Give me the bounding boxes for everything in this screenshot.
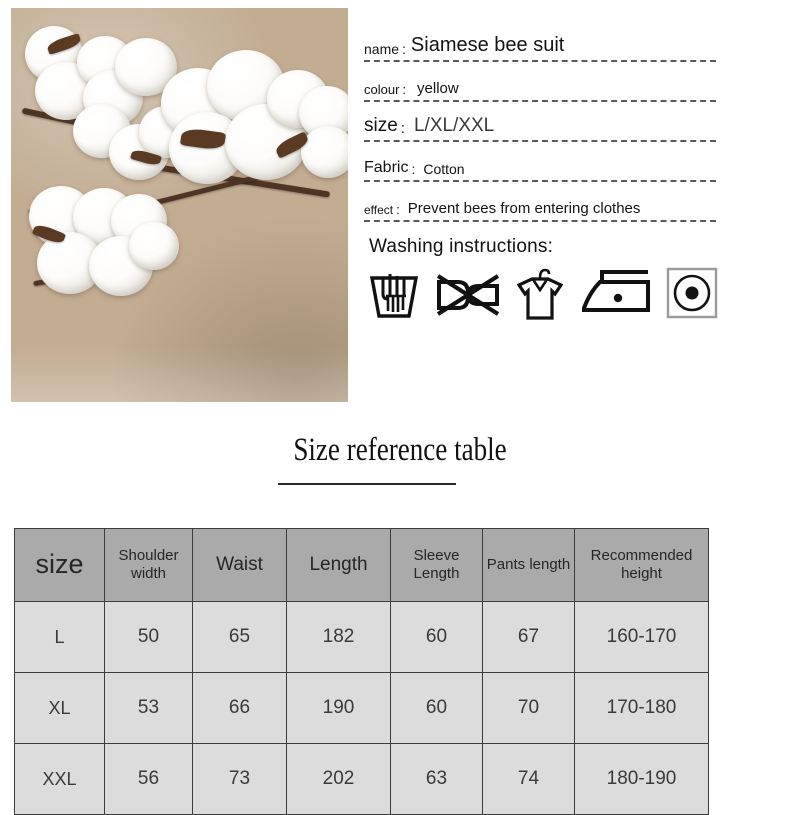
spec-value: Siamese bee suit (410, 34, 565, 56)
cell-pants-length: 74 (483, 744, 575, 815)
cell-size: XL (15, 673, 105, 744)
cell-waist: 66 (193, 673, 287, 744)
cell-shoulder-width: 53 (105, 673, 193, 744)
cell-size: XXL (15, 744, 105, 815)
tumble-dry-low-icon (664, 264, 720, 322)
spec-separator: : (400, 120, 405, 137)
column-header-shoulder-width: Shoulder width (105, 529, 193, 602)
cell-pants-length: 70 (483, 673, 575, 744)
spec-key: effect (364, 203, 394, 217)
size-reference-table (14, 528, 709, 815)
size-table-title-underline (278, 483, 456, 485)
cotton-boll (129, 222, 179, 270)
spec-row-name (364, 22, 716, 62)
table-header-row (15, 529, 709, 602)
spec-row-size (364, 102, 716, 142)
column-header-length: Length (287, 529, 391, 602)
size-table-title: Size reference table (293, 432, 507, 468)
spec-separator: : (396, 202, 400, 217)
cell-waist: 73 (193, 744, 287, 815)
drip-dry-hanger-icon (514, 264, 566, 324)
cell-size: L (15, 602, 105, 673)
spec-separator: : (402, 41, 406, 57)
washing-instructions-title: Washing instructions: (369, 236, 554, 257)
spec-key: colour (364, 82, 400, 97)
spec-separator: : (402, 82, 407, 97)
cell-pants-length: 67 (483, 602, 575, 673)
spec-value: yellow (417, 80, 459, 97)
cell-sleeve-length: 60 (391, 673, 483, 744)
hand-wash-icon (366, 264, 422, 322)
spec-row-colour (364, 62, 716, 102)
spec-key: name (364, 41, 400, 57)
column-header-recommended-height: Recommended height (575, 529, 709, 602)
cell-recommended-height: 170-180 (575, 673, 709, 744)
do-not-wring-icon (436, 264, 500, 322)
spec-row-effect (364, 182, 716, 222)
cell-waist: 65 (193, 602, 287, 673)
column-header-waist: Waist (193, 529, 287, 602)
spec-list (364, 22, 716, 222)
cell-length: 202 (287, 744, 391, 815)
table-row (15, 602, 709, 673)
column-header-sleeve-length: Sleeve Length (391, 529, 483, 602)
column-header-pants-length: Pants length (483, 529, 575, 602)
iron-low-icon (580, 264, 652, 320)
spec-key: size (364, 115, 398, 136)
cell-sleeve-length: 63 (391, 744, 483, 815)
cotton-boll (301, 126, 348, 178)
spec-value: L/XL/XXL (413, 115, 495, 136)
spec-key: Fabric (364, 159, 409, 176)
spec-value: Prevent bees from entering clothes (407, 200, 641, 217)
spec-row-fabric (364, 142, 716, 182)
cell-sleeve-length: 60 (391, 602, 483, 673)
spec-value: Cotton (423, 161, 465, 177)
cell-shoulder-width: 50 (105, 602, 193, 673)
cell-length: 190 (287, 673, 391, 744)
cell-recommended-height: 160-170 (575, 602, 709, 673)
cell-length: 182 (287, 602, 391, 673)
cell-recommended-height: 180-190 (575, 744, 709, 815)
table-row (15, 744, 709, 815)
table-row (15, 673, 709, 744)
spec-separator: : (411, 161, 416, 177)
cell-shoulder-width: 56 (105, 744, 193, 815)
washing-icon-row (366, 264, 716, 326)
product-photo (11, 8, 348, 402)
column-header-size: size (15, 529, 105, 602)
